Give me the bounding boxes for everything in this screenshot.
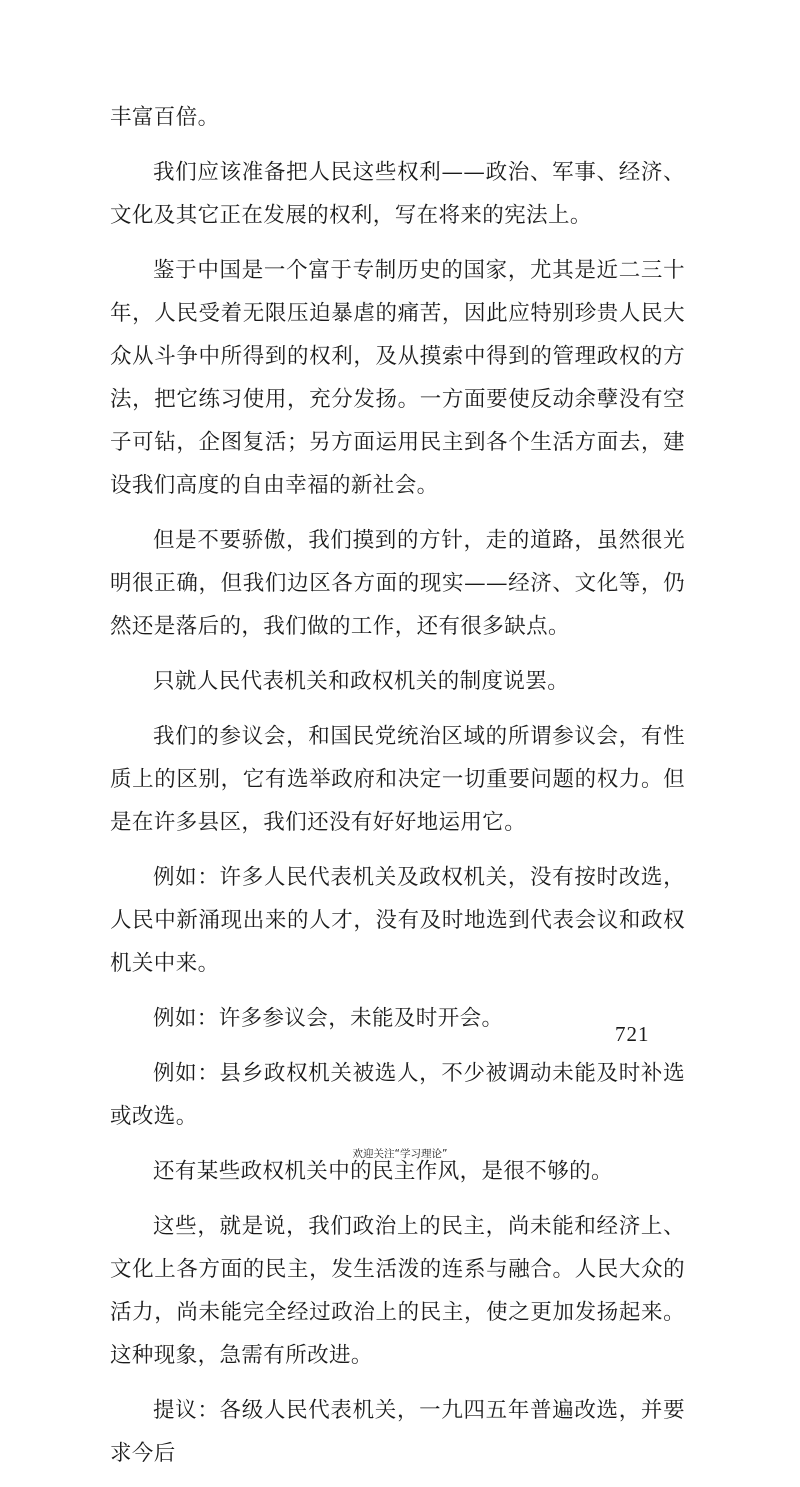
paragraph-2: 我们应该准备把人民这些权利——政治、军事、经济、文化及其它正在发展的权利，写在将来的宪法上。 [110, 160, 685, 228]
paragraph-12: 提议：各级人民代表机关，一九四五年普遍改选，并要求今后 [110, 1398, 685, 1466]
paragraph-3: 鉴于中国是一个富于专制历史的国家，尤其是近二三十年，人民受着无限压迫暴虐的痛苦，因此应特别珍贵人民大众从斗争中所得到的权利，及从摸索中得到的管理政权的方法，把它练习使用，充分发扬。一方面要使反动余孽没有空子可钻，企图复活；另方面运用民主到各个生活方面去，建设我们高度的自由幸福的新社会。 [110, 258, 685, 498]
page-number: 721 [615, 1022, 650, 1046]
paragraph-6: 我们的参议会，和国民党统治区域的所谓参议会，有性质上的区别，它有选举政府和决定一切重要问题的权力。但是在许多县区，我们还没有好好地运用它。 [110, 724, 685, 835]
document-body [110, 96, 685, 1487]
paragraph-7: 例如：许多人民代表机关及政权机关，没有按时改选，人民中新涌现出来的人才，没有及时地选到代表会议和政权机关中来。 [110, 865, 685, 976]
paragraph-1: 丰富百倍。 [110, 105, 220, 130]
paragraph-4: 但是不要骄傲，我们摸到的方针，走的道路，虽然很光明很正确，但我们边区各方面的现实——经济、文化等，仍然还是落后的，我们做的工作，还有很多缺点。 [110, 528, 685, 639]
paragraph-11: 这些，就是说，我们政治上的民主，尚未能和经济上、文化上各方面的民主，发生活泼的连系与融合。人民大众的活力，尚未能完全经过政治上的民主，使之更加发扬起来。这种现象，急需有所改进。 [110, 1214, 685, 1368]
footer-caption: 欢迎关注“学习理论” [352, 1148, 448, 1160]
paragraph-5: 只就人民代表机关和政权机关的制度说罢。 [153, 669, 570, 694]
paragraph-10: 还有某些政权机关中的民主作风，是很不够的。 [153, 1159, 613, 1184]
paragraph-9: 例如：县乡政权机关被选人，不少被调动未能及时补选或改选。 [110, 1061, 685, 1129]
paragraph-8: 例如：许多参议会，未能及时开会。 [153, 1006, 504, 1031]
